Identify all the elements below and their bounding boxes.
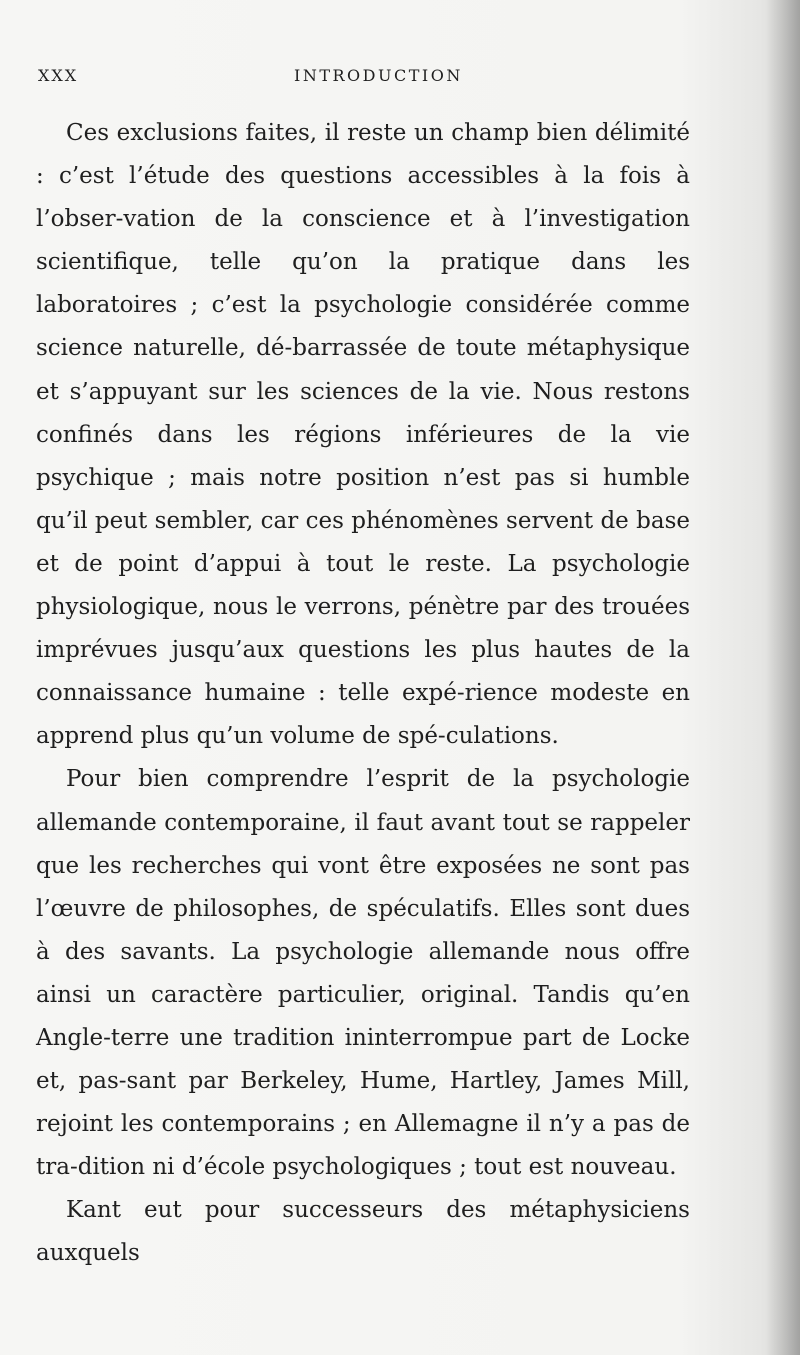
paragraph-2: Pour bien comprendre l’esprit de la psychologie allemande contemporaine, il faut avant tout se rappeler que les recherches qui vont être exposées ne sont pas l’œuvre de philosophes, de spéculatifs. Elles sont dues à des savants. La psychologie allemande nous offre ainsi un caractère particulier, original. Tandis qu’en Angle-terre une tradition ininterrompue part de Locke et, pas-sant par Berkeley, Hume, Hartley, James Mill, rejoint les contemporains ; en Allemagne il n’y a pas de tra-dition ni d’école psychologiques ; tout est nouveau. (36, 766, 690, 1181)
page-number: XXX (38, 66, 79, 85)
running-header (38, 66, 678, 90)
paragraph-1: Ces exclusions faites, il reste un champ bien délimité : c’est l’étude des questions accessibles à la fois à l’obser-vation de la conscience et à l’investigation scientifique, telle qu’on la pratique dans les laboratoires ; c’est la psychologie considérée comme science naturelle, dé-barrassée de toute métaphysique et s’appuyant sur les sciences de la vie. Nous restons confinés dans les régions inférieures de la vie psychique ; mais notre position n’est pas si humble qu’il peut sembler, car ces phénomènes servent de base et de point d’appui à tout le reste. La psychologie physiologique, nous le verrons, pénètre par des trouées imprévues jusqu’aux questions les plus hautes de la connaissance humaine : telle expé-rience modeste en apprend plus qu’un volume de spé-culations. (36, 120, 690, 750)
body-text (36, 112, 690, 1276)
running-title: INTRODUCTION (294, 66, 463, 85)
page-edge-shadow (766, 0, 800, 1355)
paragraph-3: Kant eut pour successeurs des métaphysiciens auxquels (36, 1197, 690, 1267)
